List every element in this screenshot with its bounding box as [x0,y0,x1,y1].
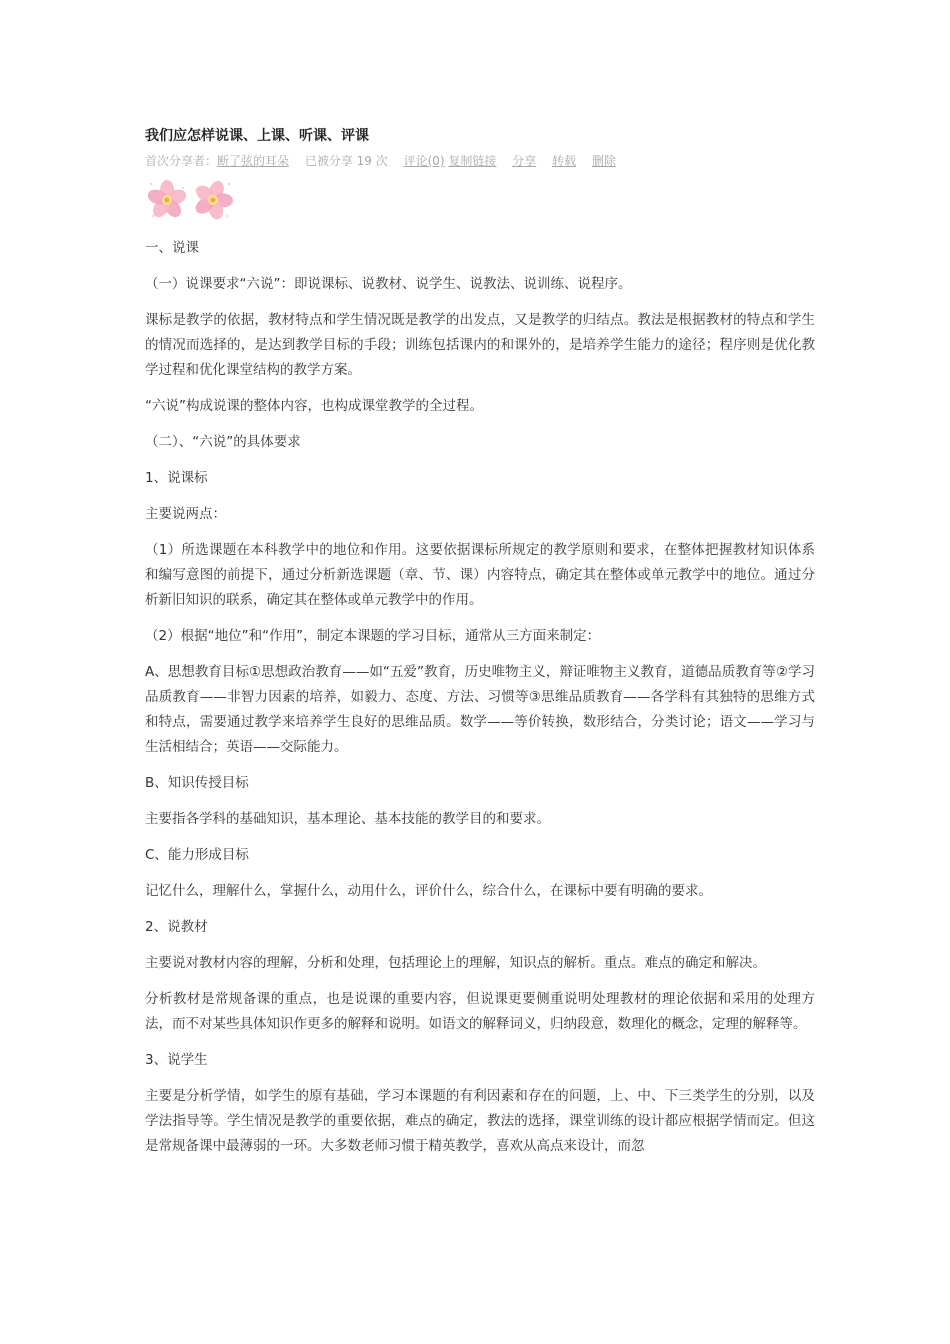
item-heading: 2、说教材 [145,919,208,935]
article-title: 我们应怎样说课、上课、听课、评课 [145,128,369,144]
paragraph: “六说”构成说课的整体内容，也构成课堂教学的全过程。 [145,398,483,414]
paragraph: 主要说对教材内容的理解，分析和处理，包括理论上的理解，知识点的解析。重点。难点的确定和解决。 [145,955,766,971]
paragraph: 记忆什么，理解什么，掌握什么，动用什么，评价什么，综合什么，在课标中要有明确的要求。 [145,883,712,899]
share-count: 已被分享 19 次 [304,154,388,168]
paragraph: 主要指各学科的基础知识，基本理论、基本技能的教学目的和要求。 [145,811,550,827]
paragraph: A、思想教育目标①思想政治教育——如“五爱”教育，历史唯物主义，辩证唯物主义教育，道德品质教育等②学习品质教育——非智力因素的培养，如毅力、态度、方法、习惯等③思维品质教育——各学科有其独特的思维方式和特点，需要通过教学来培养学生良好的思维品质。数学——等价转换，数形结合，分类讨论；语文——学习与生活相结合；英语——交际能力。 [145,664,815,755]
first-share-label: 首次分享者： [145,154,218,168]
paragraph: 分析教材是常规备课的重点，也是说课的重要内容，但说课更要侧重说明处理教材的理论依据和采用的处理方法，而不对某些具体知识作更多的解释和说明。如语文的解释词义，归纳段意，数理化的概念，定理的解释等。 [145,991,815,1032]
section-heading: 一、说课 [145,240,199,256]
paragraph: （一）说课要求“六说”：即说课标、说教材、说学生、说教法、说训练、说程序。 [145,276,632,292]
repost-link[interactable]: 转载 [552,154,577,168]
paragraph: 主要是分析学情，如学生的原有基础，学习本课题的有利因素和存在的问题，上、中、下三类学生的分别，以及学法指导等。学生情况是教学的重要依据，难点的确定，教法的选择，课堂训练的设计都应根据学情而定。但这是常规备课中最薄弱的一环。大多数老师习惯于精英教学，喜欢从高点来设计，而忽 [145,1088,815,1154]
article-body [145,236,815,1159]
paragraph: 课标是教学的依据，教材特点和学生情况既是教学的出发点，又是教学的归结点。教法是根据教材的特点和学生的情况而选择的，是达到教学目标的手段；训练包括课内的和课外的，是培养学生能力的途径；程序则是优化教学过程和优化课堂结构的教学方案。 [145,312,815,378]
pink-flower-icon [191,178,235,222]
pink-flower-icon [145,178,189,222]
share-meta-bar [145,152,815,170]
flower-decoration [145,178,815,228]
subsection-heading: （二）、“六说”的具体要求 [145,434,301,450]
article [145,126,815,1170]
item-heading: B、知识传授目标 [145,775,249,791]
item-heading: C、能力形成目标 [145,847,249,863]
paragraph: 主要说两点： [145,506,226,522]
item-heading: 1、说课标 [145,470,208,486]
paragraph: （1）所选课题在本科教学中的地位和作用。这要依据课标所规定的教学原则和要求，在整体把握教材知识体系和编写意图的前提下，通过分析新选课题（章、节、课）内容特点，确定其在整体或单元教学中的地位。通过分析新旧知识的联系，确定其在整体或单元教学中的作用。 [145,542,815,608]
share-link[interactable]: 分享 [512,154,537,168]
copy-link-button[interactable]: 复制链接 [448,154,497,168]
paragraph: （2）根据“地位”和“作用”，制定本课题的学习目标，通常从三方面来制定： [145,628,601,644]
first-share-user-link[interactable]: 断了弦的耳朵 [217,154,290,168]
delete-link[interactable]: 删除 [591,154,616,168]
item-heading: 3、说学生 [145,1052,208,1068]
comment-link[interactable]: 评论(0) [403,154,445,168]
